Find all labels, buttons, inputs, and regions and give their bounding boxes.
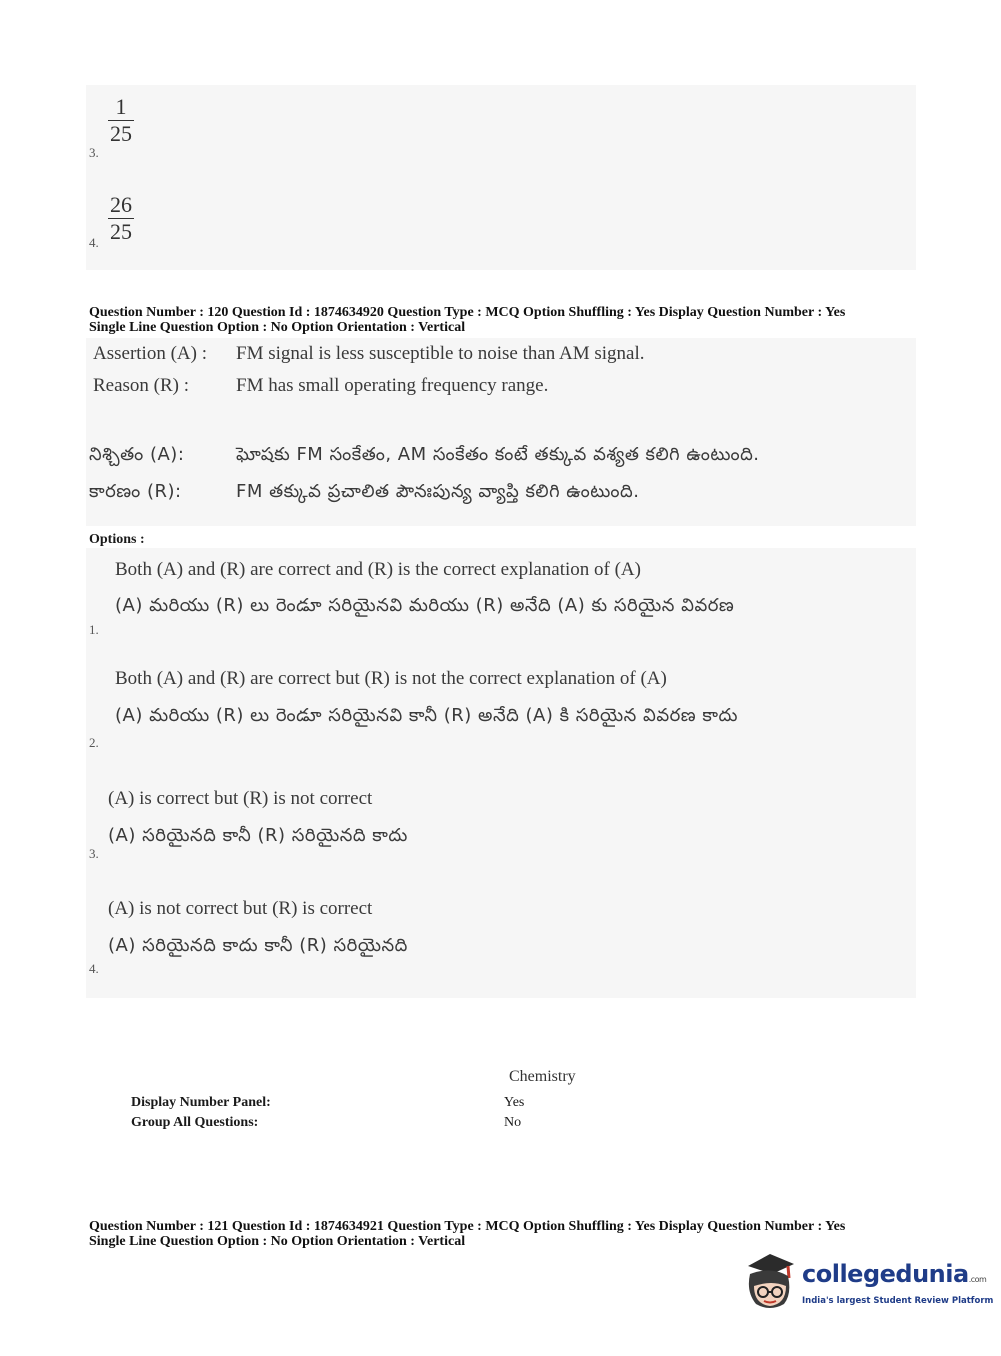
option-3-english: (A) is correct but (R) is not correct xyxy=(108,788,373,809)
group-all-questions-label: Group All Questions: xyxy=(131,1115,259,1130)
option-number: 4. xyxy=(89,235,99,250)
assertion-label: Assertion (A) : xyxy=(93,343,207,364)
option-number: 3. xyxy=(89,145,99,160)
option-number: 3. xyxy=(89,846,99,861)
option-4-english: (A) is not correct but (R) is correct xyxy=(108,898,373,919)
option-3-telugu: (A) సరియైనది కానీ (R) సరియైనది కాదు xyxy=(108,825,408,846)
collegedunia-watermark xyxy=(742,1252,994,1312)
option-2-telugu: (A) మరియు (R) లు రెండూ సరియైనవి కానీ (R) అనేది (A) కి సరియైన వివరణ కాదు xyxy=(115,705,738,726)
reason-text: FM has small operating frequency range. xyxy=(236,375,549,396)
fraction-denominator: 25 xyxy=(110,121,132,146)
assertion-text: FM signal is less susceptible to noise than AM signal. xyxy=(236,343,645,364)
option-number: 1. xyxy=(89,622,99,637)
option-1-telugu: (A) మరియు (R) లు రెండూ సరియైనవి మరియు (R) అనేది (A) కు సరియైన వివరణ xyxy=(115,595,735,616)
question-121-meta-line2: Single Line Question Option : No Option Orientation : Vertical xyxy=(89,1234,466,1249)
fraction-denominator: 25 xyxy=(110,219,132,244)
brand-suffix: .com xyxy=(968,1275,987,1284)
option-number: 2. xyxy=(89,735,99,750)
section-title: Chemistry xyxy=(509,1068,576,1085)
display-number-panel-value: Yes xyxy=(504,1095,525,1110)
assertion-text-telugu: ఘోషకు FM సంకేతం, AM సంకేతం కంటే తక్కువ వశ్యత కలిగి ఉంటుంది. xyxy=(236,444,760,465)
option-3-fraction xyxy=(108,94,134,147)
fraction-numerator: 1 xyxy=(108,94,134,121)
question-120-meta-line1: Question Number : 120 Question Id : 1874634920 Question Type : MCQ Option Shuffling : Yes Display Question Number : Yes xyxy=(89,305,846,320)
group-all-questions-value: No xyxy=(504,1115,522,1130)
fraction-numerator: 26 xyxy=(110,192,132,217)
mascot-icon xyxy=(742,1252,800,1312)
question-120-meta-line2: Single Line Question Option : No Option Orientation : Vertical xyxy=(89,320,466,335)
option-2-english: Both (A) and (R) are correct but (R) is not the correct explanation of (A) xyxy=(115,668,667,689)
option-1-english: Both (A) and (R) are correct and (R) is the correct explanation of (A) xyxy=(115,559,641,580)
brand-tagline: India's largest Student Review Platform xyxy=(802,1296,994,1306)
option-4-fraction xyxy=(108,192,134,245)
options-label: Options : xyxy=(89,532,145,547)
prev-question-options-panel xyxy=(86,85,916,270)
reason-label-telugu: కారణం (R): xyxy=(89,481,182,502)
reason-label: Reason (R) : xyxy=(93,375,190,396)
option-number: 4. xyxy=(89,961,99,976)
brand-name: collegedunia xyxy=(802,1260,969,1288)
reason-text-telugu: FM తక్కువ ప్రచాలిత పౌనఃపున్య వ్యాప్తి కలిగి ఉంటుంది. xyxy=(236,481,640,502)
assertion-label-telugu: నిశ్చితం (A): xyxy=(89,444,185,465)
display-number-panel-label: Display Number Panel: xyxy=(131,1095,271,1110)
question-121-meta-line1: Question Number : 121 Question Id : 1874634921 Question Type : MCQ Option Shuffling : Yes Display Question Number : Yes xyxy=(89,1219,846,1234)
option-4-telugu: (A) సరియైనది కాదు కానీ (R) సరియైనది xyxy=(108,935,408,956)
